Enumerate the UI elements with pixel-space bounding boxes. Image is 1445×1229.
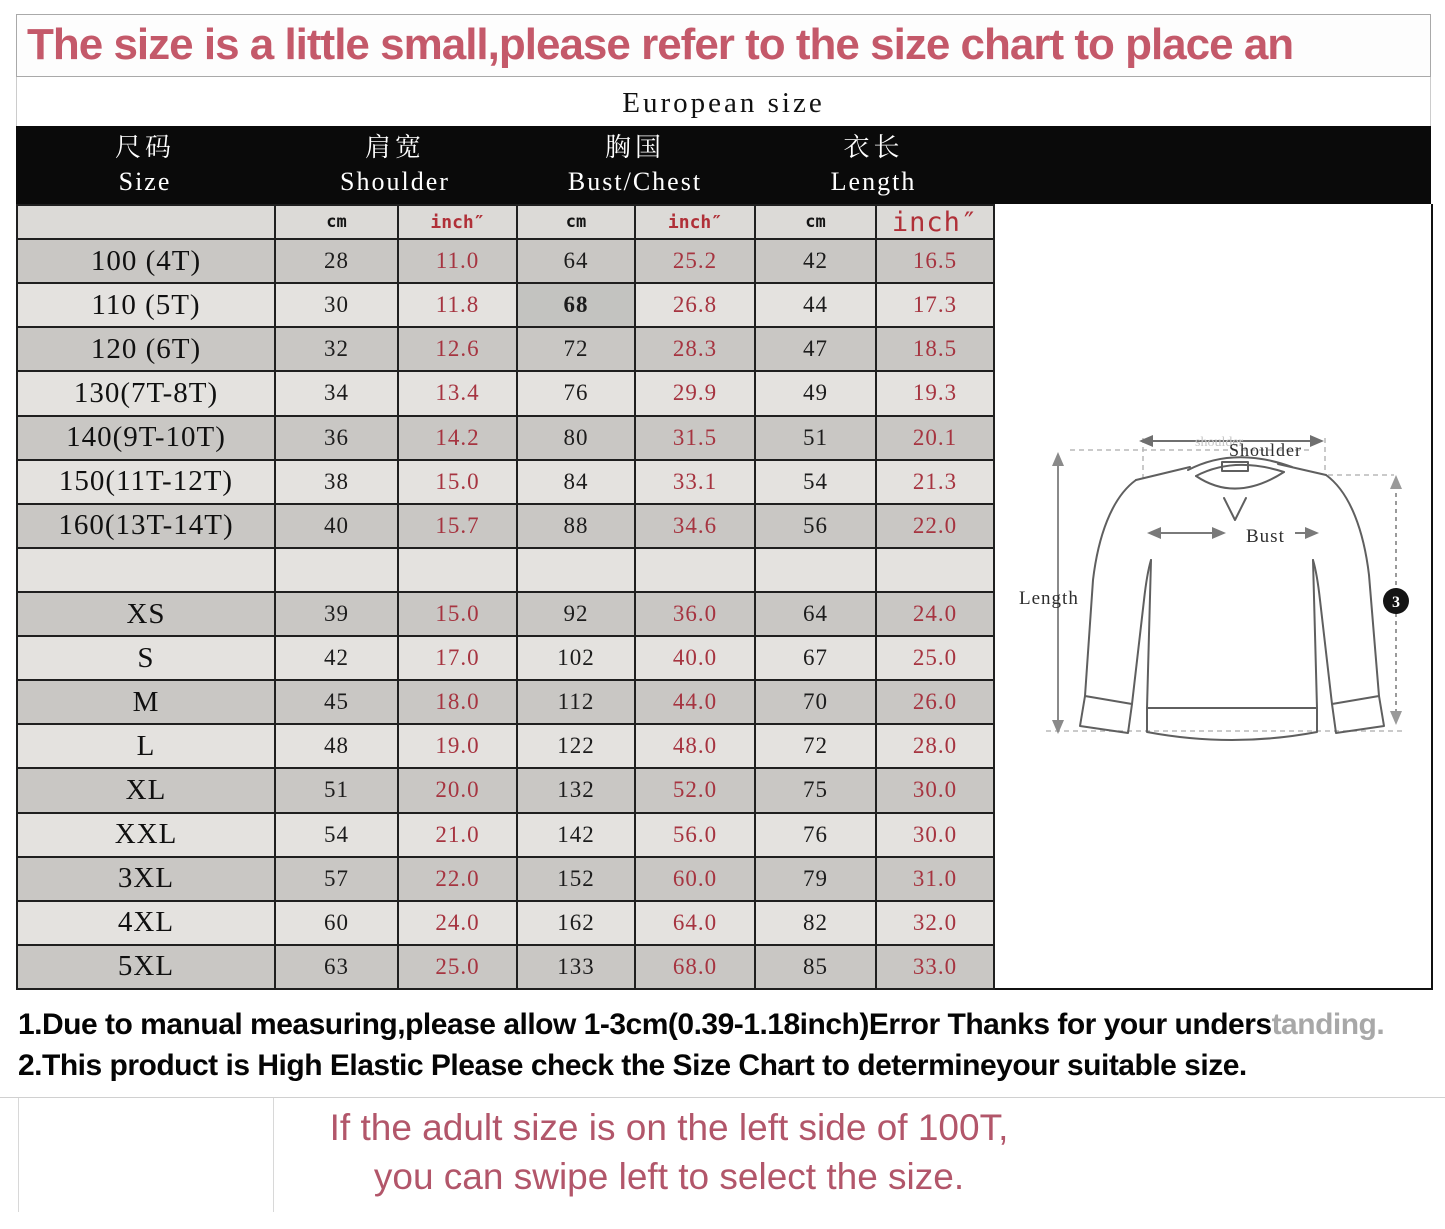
note-1-faded-text: tanding. <box>1271 1008 1385 1041</box>
header-group-length <box>754 126 993 204</box>
header-bust-en: Bust/Chest <box>567 167 703 196</box>
header-bust-zh: 胸国 <box>604 133 665 162</box>
size-label-cell: 4XL <box>17 901 275 945</box>
size-value-cell: 28.3 <box>635 327 755 371</box>
length-label: Length <box>1019 588 1079 609</box>
top-margin <box>0 0 1445 14</box>
size-value-cell: 68.0 <box>635 945 755 989</box>
sweater-outline <box>1080 457 1384 740</box>
size-value-cell <box>398 548 517 592</box>
size-label-cell: 150(11T-12T) <box>17 460 275 504</box>
size-label-cell: 120 (6T) <box>17 327 275 371</box>
size-value-cell: 152 <box>517 857 635 901</box>
header-shoulder-zh: 肩宽 <box>364 133 425 162</box>
table-row <box>17 813 994 857</box>
size-value-cell: 40.0 <box>635 636 755 680</box>
size-value-cell: 21.3 <box>876 460 994 504</box>
size-value-cell <box>755 548 876 592</box>
size-value-cell: 36.0 <box>635 592 755 636</box>
size-value-cell: 18.5 <box>876 327 994 371</box>
size-value-cell: 15.7 <box>398 504 517 548</box>
size-value-cell: 45 <box>275 680 398 724</box>
size-value-cell: 11.0 <box>398 239 517 283</box>
size-value-cell: 28.0 <box>876 724 994 768</box>
size-value-cell: 31.5 <box>635 416 755 460</box>
header-group-size <box>16 126 274 204</box>
size-value-cell: 19.3 <box>876 371 994 415</box>
size-value-cell: 30.0 <box>876 768 994 812</box>
size-value-cell: 32.0 <box>876 901 994 945</box>
size-value-cell: 34.6 <box>635 504 755 548</box>
table-header-band <box>16 126 1431 204</box>
note-1-text: 1.Due to manual measuring,please allow 1-3cm(0.39-1.18inch)Error Thanks for your unders <box>18 1008 1272 1041</box>
unit-cm-cell: cm <box>755 205 876 239</box>
size-value-cell: 33.0 <box>876 945 994 989</box>
size-value-cell: 133 <box>517 945 635 989</box>
size-table-body <box>17 205 994 989</box>
size-value-cell: 32 <box>275 327 398 371</box>
size-value-cell: 20.1 <box>876 416 994 460</box>
shoulder-label: Shoulder <box>1229 440 1302 460</box>
size-value-cell: 142 <box>517 813 635 857</box>
size-value-cell: 20.0 <box>398 768 517 812</box>
size-value-cell: 44 <box>755 283 876 327</box>
size-value-cell: 88 <box>517 504 635 548</box>
table-row <box>17 680 994 724</box>
table-row <box>17 283 994 327</box>
size-value-cell: 49 <box>755 371 876 415</box>
table-row <box>17 460 994 504</box>
size-value-cell: 112 <box>517 680 635 724</box>
size-value-cell: 36 <box>275 416 398 460</box>
size-label-cell: 100 (4T) <box>17 239 275 283</box>
table-and-diagram-row <box>16 204 1431 990</box>
diagram-panel <box>995 204 1433 990</box>
size-value-cell: 11.8 <box>398 283 517 327</box>
table-row <box>17 371 994 415</box>
size-value-cell: 52.0 <box>635 768 755 812</box>
size-label-cell: 130(7T-8T) <box>17 371 275 415</box>
size-table <box>16 204 995 990</box>
size-value-cell: 24.0 <box>876 592 994 636</box>
scribble-text: shoulder <box>1195 435 1244 450</box>
size-value-cell: 48.0 <box>635 724 755 768</box>
table-row <box>17 901 994 945</box>
size-value-cell: 68 <box>517 283 635 327</box>
size-value-cell: 122 <box>517 724 635 768</box>
header-length-en: Length <box>830 167 917 196</box>
size-value-cell: 64 <box>517 239 635 283</box>
size-label-cell: 140(9T-10T) <box>17 416 275 460</box>
table-row <box>17 327 994 371</box>
size-label-cell: XL <box>17 768 275 812</box>
size-value-cell: 70 <box>755 680 876 724</box>
size-value-cell: 26.0 <box>876 680 994 724</box>
size-value-cell: 64.0 <box>635 901 755 945</box>
unit-inch-cell: inch″ <box>398 205 517 239</box>
table-row <box>17 768 994 812</box>
size-value-cell: 60 <box>275 901 398 945</box>
size-value-cell: 51 <box>275 768 398 812</box>
size-value-cell: 17.3 <box>876 283 994 327</box>
size-value-cell <box>635 548 755 592</box>
size-label-cell: 110 (5T) <box>17 283 275 327</box>
unit-row <box>17 205 994 239</box>
badge-3 <box>1383 588 1409 614</box>
header-size-zh: 尺码 <box>114 133 175 162</box>
header-group-shoulder <box>274 126 516 204</box>
footer-empty-cell <box>18 1098 274 1212</box>
size-value-cell: 72 <box>755 724 876 768</box>
size-value-cell: 79 <box>755 857 876 901</box>
size-value-cell: 54 <box>755 460 876 504</box>
top-banner <box>16 14 1431 77</box>
size-label-cell: XS <box>17 592 275 636</box>
size-value-cell: 40 <box>275 504 398 548</box>
size-value-cell <box>517 548 635 592</box>
footer-strip <box>0 1097 1445 1212</box>
size-label-cell: 5XL <box>17 945 275 989</box>
size-value-cell: 13.4 <box>398 371 517 415</box>
size-value-cell: 26.8 <box>635 283 755 327</box>
size-value-cell: 57 <box>275 857 398 901</box>
table-row <box>17 636 994 680</box>
size-value-cell: 85 <box>755 945 876 989</box>
table-row <box>17 592 994 636</box>
bust-label: Bust <box>1246 526 1285 547</box>
size-value-cell: 15.0 <box>398 592 517 636</box>
size-value-cell: 76 <box>755 813 876 857</box>
size-value-cell: 19.0 <box>398 724 517 768</box>
size-label-cell: XXL <box>17 813 275 857</box>
size-value-cell: 22.0 <box>398 857 517 901</box>
size-value-cell: 18.0 <box>398 680 517 724</box>
size-value-cell: 102 <box>517 636 635 680</box>
size-value-cell <box>275 548 398 592</box>
size-label-cell <box>17 548 275 592</box>
size-value-cell: 72 <box>517 327 635 371</box>
size-value-cell: 84 <box>517 460 635 504</box>
svg-text:3: 3 <box>1392 594 1400 611</box>
size-value-cell: 48 <box>275 724 398 768</box>
size-value-cell: 56 <box>755 504 876 548</box>
size-value-cell: 42 <box>755 239 876 283</box>
size-value-cell: 47 <box>755 327 876 371</box>
size-label-cell: L <box>17 724 275 768</box>
size-value-cell: 132 <box>517 768 635 812</box>
unit-cm-cell: cm <box>517 205 635 239</box>
unit-empty-cell <box>17 205 275 239</box>
size-value-cell: 17.0 <box>398 636 517 680</box>
size-value-cell: 30 <box>275 283 398 327</box>
size-value-cell: 25.0 <box>876 636 994 680</box>
table-row <box>17 239 994 283</box>
size-value-cell: 162 <box>517 901 635 945</box>
size-value-cell: 31.0 <box>876 857 994 901</box>
table-row <box>17 548 994 592</box>
size-value-cell: 75 <box>755 768 876 812</box>
size-value-cell: 34 <box>275 371 398 415</box>
table-row <box>17 724 994 768</box>
size-value-cell: 15.0 <box>398 460 517 504</box>
bust-arrow <box>1147 527 1319 539</box>
size-label-cell: 160(13T-14T) <box>17 504 275 548</box>
banner-text: The size is a little small,please refer to the size chart to place an <box>27 20 1294 69</box>
header-size-en: Size <box>118 167 172 196</box>
size-value-cell: 25.0 <box>398 945 517 989</box>
size-value-cell: 21.0 <box>398 813 517 857</box>
size-value-cell: 28 <box>275 239 398 283</box>
size-value-cell: 67 <box>755 636 876 680</box>
guide-lines <box>1046 438 1406 731</box>
size-value-cell: 12.6 <box>398 327 517 371</box>
table-row <box>17 416 994 460</box>
size-value-cell: 54 <box>275 813 398 857</box>
table-row <box>17 504 994 548</box>
table-row <box>17 945 994 989</box>
note-line-2: 2.This product is High Elastic Please check the Size Chart to determineyour suitable size. <box>18 1049 1247 1082</box>
size-value-cell: 92 <box>517 592 635 636</box>
header-group-bust <box>516 126 754 204</box>
size-value-cell: 51 <box>755 416 876 460</box>
unit-cm-cell: cm <box>275 205 398 239</box>
size-value-cell: 38 <box>275 460 398 504</box>
table-row <box>17 857 994 901</box>
size-value-cell: 39 <box>275 592 398 636</box>
header-shoulder-en: Shoulder <box>340 167 450 196</box>
size-value-cell: 63 <box>275 945 398 989</box>
size-value-cell: 44.0 <box>635 680 755 724</box>
size-value-cell <box>876 548 994 592</box>
size-value-cell: 64 <box>755 592 876 636</box>
size-value-cell: 24.0 <box>398 901 517 945</box>
note-line-1 <box>18 1004 1445 1045</box>
size-value-cell: 56.0 <box>635 813 755 857</box>
swipe-hint-line-1: If the adult size is on the left side of 100T, <box>329 1107 1009 1148</box>
unit-inch-cell: inch″ <box>635 205 755 239</box>
size-value-cell: 80 <box>517 416 635 460</box>
size-value-cell: 33.1 <box>635 460 755 504</box>
size-value-cell: 16.5 <box>876 239 994 283</box>
size-value-cell: 14.2 <box>398 416 517 460</box>
size-label-cell: S <box>17 636 275 680</box>
size-value-cell: 25.2 <box>635 239 755 283</box>
unit-inch-cell-large: inch″ <box>876 205 994 239</box>
european-size-title: European size <box>16 77 1431 126</box>
swipe-hint <box>284 1103 1054 1201</box>
notes-block <box>0 990 1445 1097</box>
size-value-cell: 76 <box>517 371 635 415</box>
size-value-cell: 82 <box>755 901 876 945</box>
main-area <box>16 126 1431 990</box>
size-value-cell: 22.0 <box>876 504 994 548</box>
swipe-hint-line-2: you can swipe left to select the size. <box>373 1156 965 1197</box>
size-label-cell: M <box>17 680 275 724</box>
size-value-cell: 60.0 <box>635 857 755 901</box>
size-value-cell: 42 <box>275 636 398 680</box>
size-value-cell: 30.0 <box>876 813 994 857</box>
size-value-cell: 29.9 <box>635 371 755 415</box>
header-length-zh: 衣长 <box>843 133 904 162</box>
size-label-cell: 3XL <box>17 857 275 901</box>
sweater-measure-diagram <box>995 204 1433 986</box>
